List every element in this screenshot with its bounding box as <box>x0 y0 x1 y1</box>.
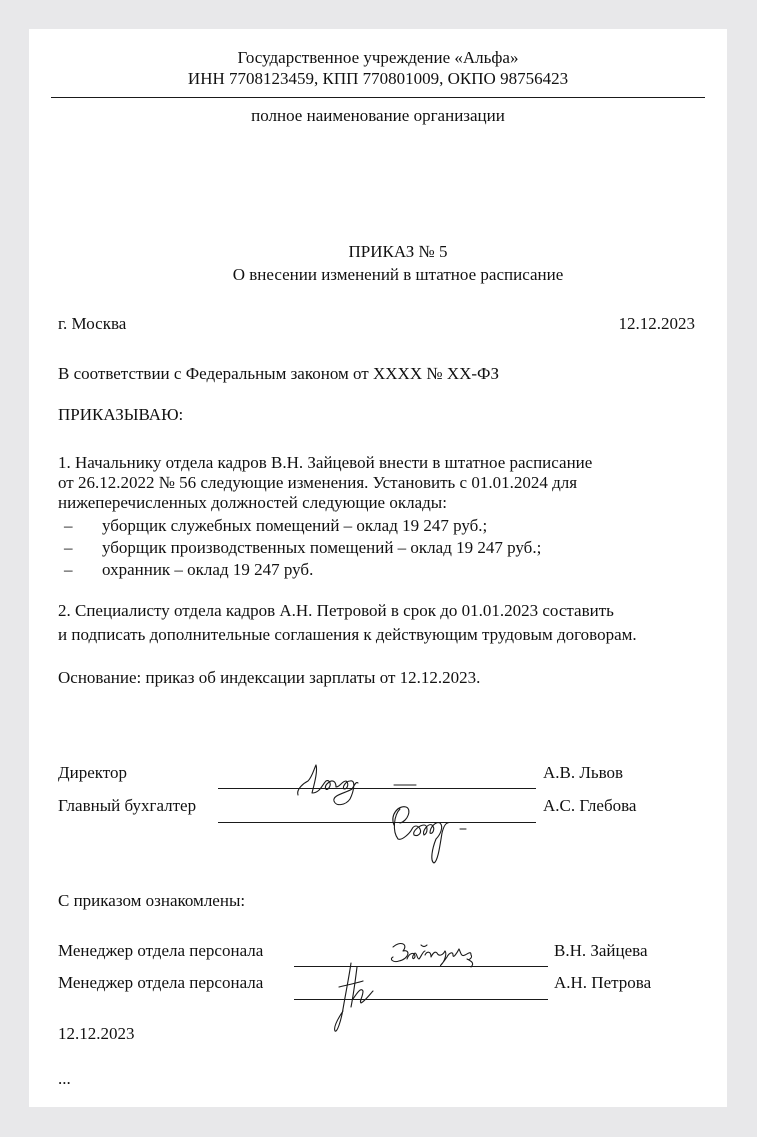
footer-ellipsis: ... <box>58 1069 71 1088</box>
acquainted-position: Менеджер отдела персонала <box>58 941 264 960</box>
city: г. Москва <box>58 314 127 333</box>
signature-zaitseva <box>387 939 497 979</box>
acquainted-name: В.Н. Зайцева <box>554 941 648 960</box>
header-rule <box>51 97 705 98</box>
acquainted-position: Менеджер отдела персонала <box>58 973 264 992</box>
order-date: 12.12.2023 <box>618 314 695 333</box>
item2-line: 2. Специалисту отдела кадров А.Н. Петровой в срок до 01.01.2023 составить <box>58 601 614 620</box>
item1-line: нижеперечисленных должностей следующие оклады: <box>58 493 447 512</box>
order-number: ПРИКАЗ № 5 <box>348 242 448 261</box>
item1-line: 1. Начальнику отдела кадров В.Н. Зайцевой внести в штатное расписание <box>58 453 593 472</box>
salary-list-item <box>58 538 541 558</box>
signature-petrova <box>329 957 389 1039</box>
document-page <box>29 29 727 1107</box>
org-name: Государственное учреждение «Альфа» <box>237 48 519 67</box>
basis-law: В соответствии с Федеральным законом от ХХХХ № ХХ-ФЗ <box>58 364 499 383</box>
org-caption: полное наименование организации <box>251 106 505 125</box>
footer-date: 12.12.2023 <box>58 1024 135 1043</box>
order-subject: О внесении изменений в штатное расписание <box>232 265 564 284</box>
salary-list-item <box>58 516 487 536</box>
order-word: ПРИКАЗЫВАЮ: <box>58 405 184 424</box>
list-dash: – <box>64 516 73 535</box>
list-dash: – <box>64 538 73 557</box>
signer-name: А.С. Глебова <box>543 796 637 815</box>
acquainted-name: А.Н. Петрова <box>554 973 652 992</box>
item1-line: от 26.12.2022 № 56 следующие изменения. Установить с 01.01.2024 для <box>58 473 578 492</box>
signer-name: А.В. Львов <box>543 763 624 782</box>
item2-line: и подписать дополнительные соглашения к действующим трудовым договорам. <box>58 625 637 644</box>
salary-list-item <box>58 560 313 580</box>
signer-position: Главный бухгалтер <box>58 796 197 815</box>
org-codes: ИНН 7708123459, КПП 770801009, ОКПО 98756423 <box>187 69 569 88</box>
salary-text: уборщик служебных помещений – оклад 19 247 руб.; <box>102 516 488 535</box>
signer-position: Директор <box>58 763 127 782</box>
salary-text: уборщик производственных помещений – оклад 19 247 руб.; <box>102 538 542 557</box>
salary-text: охранник – оклад 19 247 руб. <box>102 560 314 579</box>
foundation: Основание: приказ об индексации зарплаты от 12.12.2023. <box>58 668 481 687</box>
acquainted-heading: С приказом ознакомлены: <box>58 891 246 910</box>
list-dash: – <box>64 560 73 579</box>
signature-glebova <box>384 795 494 869</box>
